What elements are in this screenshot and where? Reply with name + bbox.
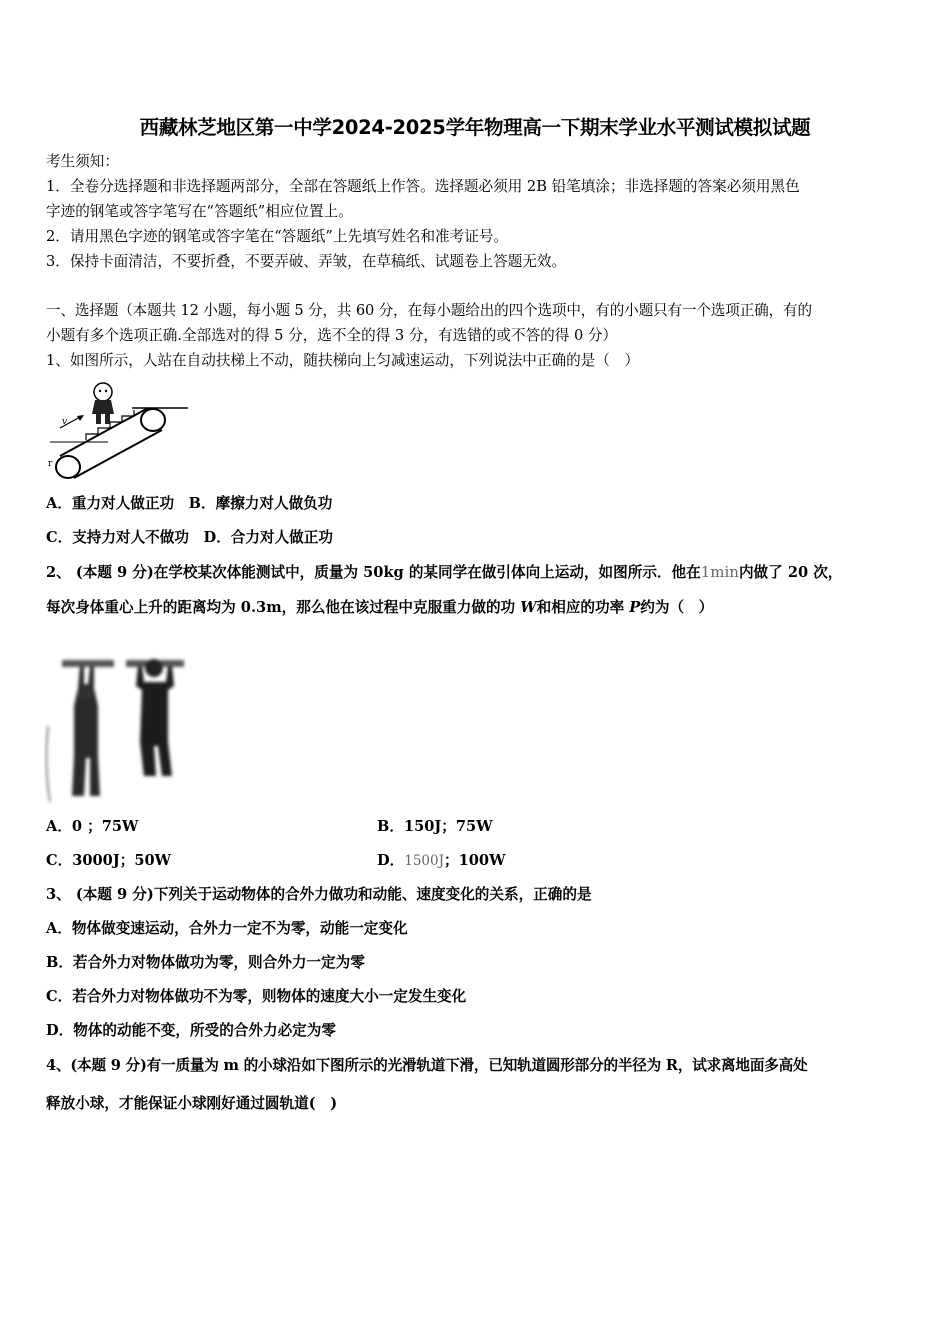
notice-item-1: 1．全卷分选择题和非选择题两部分，全部在答题纸上作答。选择题必须用 2B 铅笔填涂；非选择题的答案必须用黑色: [46, 178, 800, 195]
q2-stem-cont: [46, 598, 713, 618]
q2-var-w: W: [520, 599, 537, 616]
notice-item-3: 3．保持卡面清洁，不要折叠，不要弄破、弄皱，在草稿纸、试题卷上答题无效。: [46, 253, 567, 270]
q2-stem-b: 内做了 20 次，: [738, 564, 843, 581]
q1-options-cd: C．支持力对人不做功 D．合力对人做正功: [46, 529, 333, 546]
q3-option-a: A．物体做变速运动，合外力一定不为零，动能一定变化: [46, 920, 408, 937]
q2-option-d-value: 1500J: [404, 853, 445, 869]
q2-option-a: A．0 ；75W: [46, 818, 139, 835]
q4-stem: 4、(本题 9 分)有一质量为 m 的小球沿如下图所示的光滑轨道下滑，已知轨道圆形部分的半径为 R，试求离地面多高处: [46, 1057, 808, 1074]
notice-heading: 考生须知：: [46, 153, 119, 170]
section-intro-cont: 小题有多个选项正确.全部选对的得 5 分，选不全的得 3 分，有选错的或不答的得 0 分）: [46, 327, 618, 344]
q2-stem-a: 2、 (本题 9 分)在学校某次体能测试中，质量为 50kg 的某同学在做引体向上运动，如图所示．他在: [46, 564, 701, 581]
q2-var-p: P: [629, 599, 641, 616]
q2-option-b: B．150J；75W: [377, 818, 493, 835]
q2-option-d-suffix: ；100W: [444, 852, 506, 869]
q2-time: 1min: [700, 563, 739, 581]
svg-text:r: r: [48, 459, 53, 469]
page-title: 西藏林芝地区第一中学2024-2025学年物理高一下期末学业水平测试模拟试题: [139, 116, 811, 139]
q2-option-d-prefix: D．: [377, 852, 405, 869]
q3-stem: 3、 (本题 9 分)下列关于运动物体的合外力做功和动能、速度变化的关系，正确的是: [46, 886, 592, 903]
q1-option-ab-text: A．重力对人做正功 B．摩擦力对人做负功: [46, 495, 333, 512]
velocity-label: v: [62, 417, 68, 427]
q2-option-d: [377, 851, 505, 871]
escalator-figure: [46, 378, 188, 484]
notice-item-2: 2．请用黑色字迹的钢笔或答字笔在“答题纸”上先填写姓名和准考证号。: [46, 228, 509, 245]
notice-item-1-cont: 字迹的钢笔或答字笔写在“答题纸”相应位置上。: [46, 203, 353, 220]
q2-stem-c: 每次身体重心上升的距离均为 0.3m，那么他在该过程中克服重力做的功: [46, 599, 516, 616]
q4-stem-cont: 释放小球，才能保证小球刚好通过圆轨道( ): [46, 1095, 338, 1112]
section-intro: 一、选择题（本题共 12 小题，每小题 5 分，共 60 分，在每小题给出的四个选项中，有的小题只有一个选项正确，有的: [46, 302, 812, 319]
q2-stem: [46, 562, 842, 583]
pullup-figure: [44, 646, 186, 804]
q3-option-d: D．物体的动能不变，所受的合外力必定为零: [46, 1022, 336, 1039]
q1-options-ab: [46, 494, 332, 514]
q2-stem-e: 约为（ ）: [640, 599, 714, 616]
q1-stem: 1、如图所示，人站在自动扶梯上不动，随扶梯向上匀减速运动，下列说法中正确的是（ ）: [46, 352, 640, 369]
q3-option-b: B．若合外力对物体做功为零，则合外力一定为零: [46, 954, 365, 971]
q2-stem-d: 和相应的功率: [536, 599, 625, 616]
q2-option-c: C．3000J；50W: [46, 852, 172, 869]
q3-option-c: C．若合外力对物体做功不为零，则物体的速度大小一定发生变化: [46, 988, 467, 1005]
